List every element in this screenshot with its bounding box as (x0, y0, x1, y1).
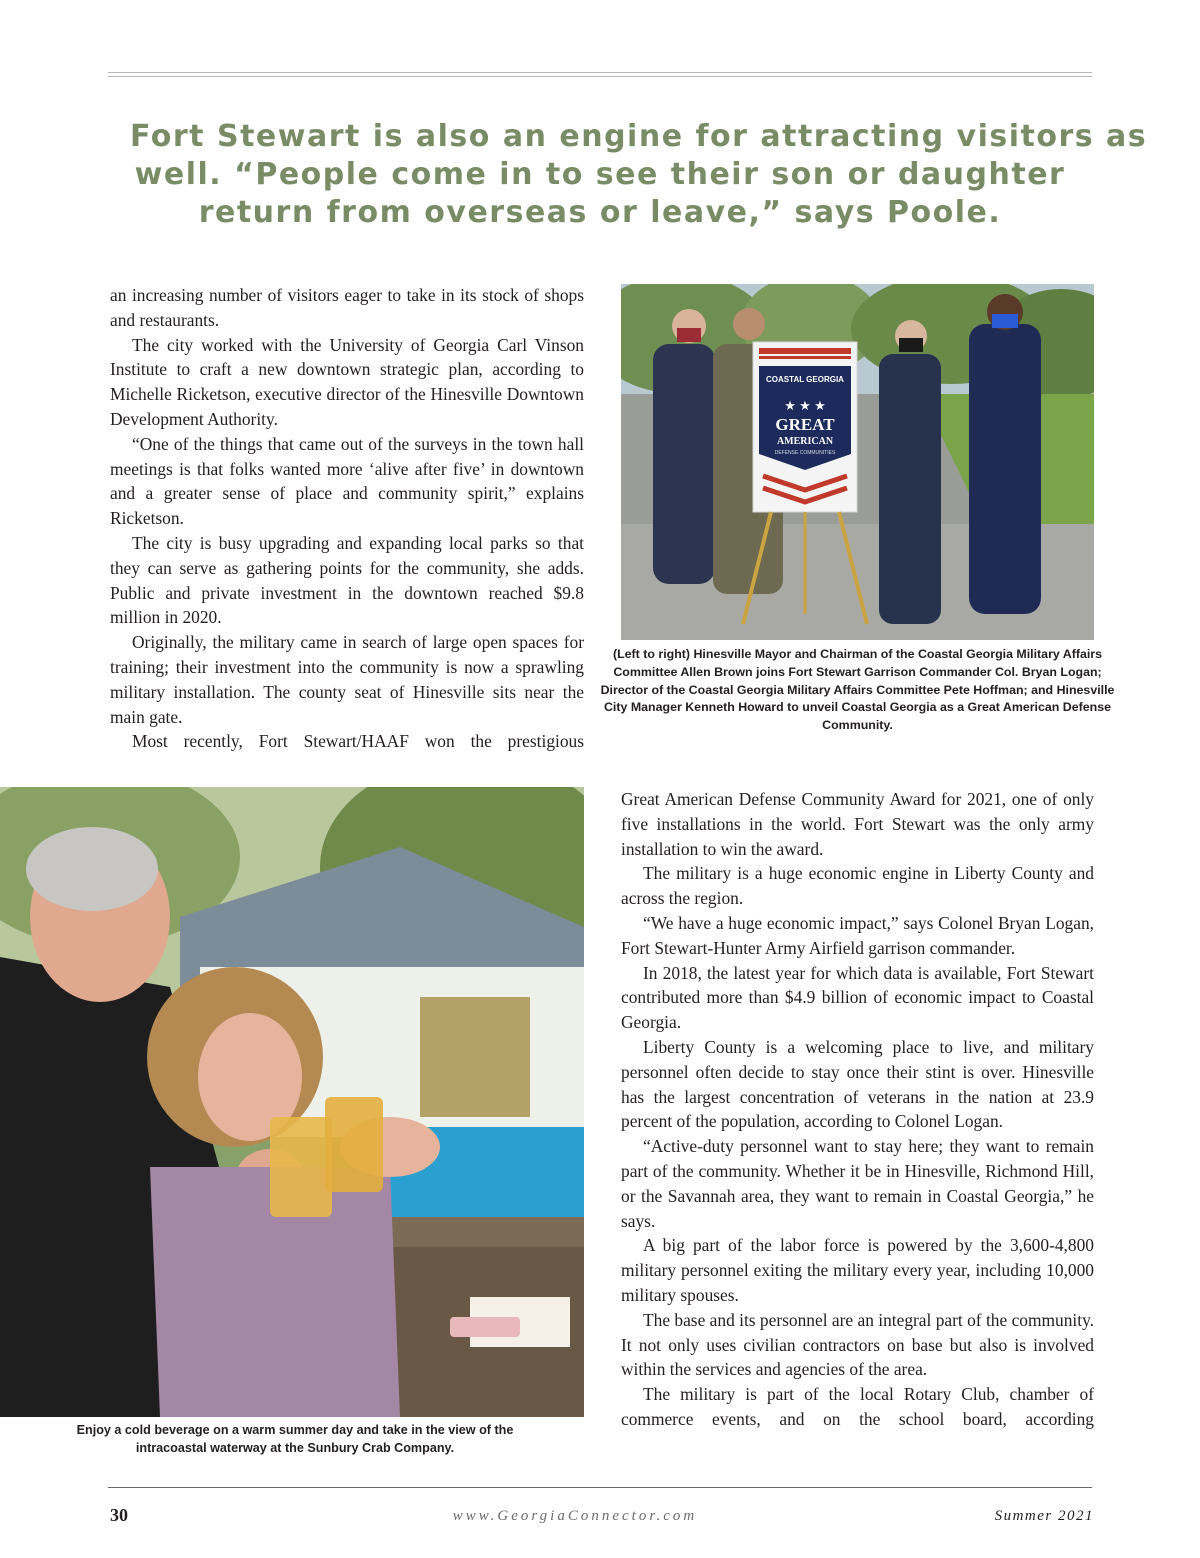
top-rule-second (108, 76, 1092, 77)
pull-quote-line: Fort Stewart is also an engine for attracting visitors as (130, 119, 1148, 154)
paragraph: In 2018, the latest year for which data is available, Fort Stewart contributed more than $4.9 billion of economic impact to Coastal Georgia. (621, 962, 1094, 1033)
paragraph: The city worked with the University of Georgia Carl Vinson Institute to craft a new downtown strategic plan, according to Michelle Ricketson, executive director of the Hinesville Downtown Development Authority. (110, 334, 584, 429)
paragraph: “One of the things that came out of the surveys in the town hall meetings is that folks wanted more ‘alive after five’ in downtown and a greater sense of place and community spirit,” explains Ricketson. (110, 433, 584, 529)
paragraph: Originally, the military came in search of large open spaces for training; their investment into the community is now a sprawling military installation. The county seat of Hinesville sits near the main gate. (110, 632, 584, 727)
paragraph: The city is busy upgrading and expanding local parks so that they can serve as gathering points for the community, she adds. Public and private investment in the downtown reached $9.8 million in 2020. (110, 532, 584, 628)
article-column-left (110, 283, 584, 754)
paragraph: an increasing number of visitors eager to take in its stock of shops and restaurants. (110, 285, 584, 330)
sign-stars: ★ ★ ★ (784, 398, 826, 413)
paragraph: A big part of the labor force is powered by the 3,600-4,800 military personnel exiting the military every year, including 10,000 military spouses. (621, 1235, 1094, 1305)
paragraph: “We have a huge economic impact,” says Colonel Bryan Logan, Fort Stewart-Hunter Army Airfield garrison commander. (621, 912, 1094, 958)
beverage-photo (0, 787, 584, 1417)
sign-top-text: COASTAL GEORGIA (766, 375, 844, 384)
ceremony-photo (621, 284, 1094, 640)
paragraph: The military is part of the local Rotary Club, chamber of commerce events, and on the school board, according (621, 1384, 1094, 1429)
sign-great-text: GREAT (775, 415, 835, 434)
website-link[interactable]: www.GeorgiaConnector.com (452, 1508, 698, 1524)
paragraph: The base and its personnel are an integral part of the community. It not only uses civilian contractors on base but also is involved within the services and agencies of the area. (621, 1309, 1094, 1380)
sign-american-text: AMERICAN (776, 436, 834, 447)
paragraph: Most recently, Fort Stewart/HAAF won the prestigious (132, 731, 584, 752)
sign-sub-text: DEFENSE COMMUNITIES (774, 450, 836, 456)
paragraph: Great American Defense Community Award for 2021, one of only five installations in the world. Fort Stewart was the only army installation to win the award. (621, 789, 1094, 859)
pull-quote-line: return from overseas or leave,” says Poole. (198, 195, 1002, 230)
top-rule (108, 72, 1092, 73)
paragraph: The military is a huge economic engine in Liberty County and across the region. (621, 863, 1094, 909)
page-number: 30 (110, 1505, 128, 1525)
article-column-right (621, 787, 1094, 1432)
beverage-photo-caption: Enjoy a cold beverage on a warm summer day and take in the view of the intracoastal waterway at the Sunbury Crab Company. (76, 1423, 514, 1455)
ceremony-photo-caption: (Left to right) Hinesville Mayor and Chairman of the Coastal Georgia Military Affairs Committee Allen Brown joins Fort Stewart Garrison Commander Col. Bryan Logan; Director of the Coastal Georgia Military Affairs Committee Pete Hoffman; and Hinesville City Manager Kenneth Howard to unveil Coastal Georgia as a Great American Defense Community. (600, 647, 1115, 733)
pull-quote (130, 118, 1148, 232)
paragraph: “Active-duty personnel want to stay here; they want to remain part of the community. Whether it be in Hinesville, Richmond Hill, or the Savannah area, they want to remain in Coastal Georgia,” he says. (621, 1136, 1094, 1231)
issue-date: Summer 2021 (994, 1508, 1094, 1524)
pull-quote-line: well. “People come in to see their son or daughter (134, 157, 1066, 192)
footer-rule (108, 1487, 1092, 1488)
paragraph: Liberty County is a welcoming place to live, and military personnel often decide to stay once their stint is over. Hinesville has the largest concentration of veterans in the nation at 23.9 percent of the population, according to Colonel Logan. (621, 1036, 1094, 1132)
